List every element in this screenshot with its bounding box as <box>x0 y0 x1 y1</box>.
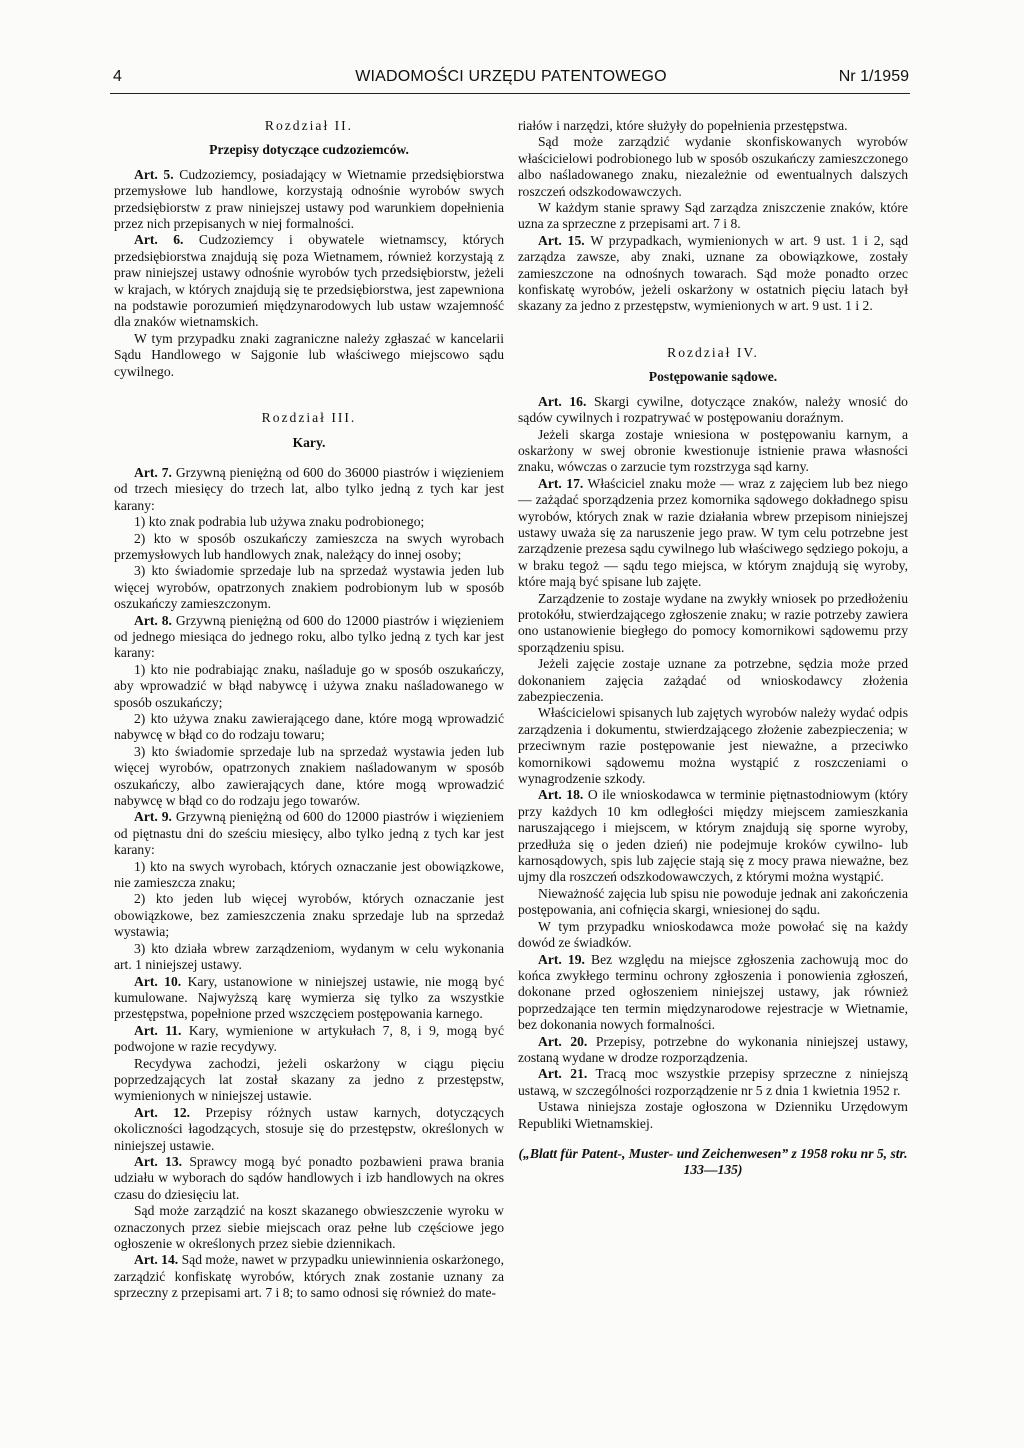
article-9-item-2: 2) kto jeden lub więcej wyrobów, których oznaczanie jest obowiązkowe, bez zamieszczenia znaku sprzedaje lub na sprzedaż wystawia; <box>114 891 504 940</box>
article-label: Art. 14. <box>134 1252 179 1268</box>
page-number: 4 <box>113 68 122 85</box>
article-20 <box>518 1034 908 1067</box>
article-text: O ile wnioskodawca w terminie piętnastodniowym (który przy każdych 10 km odległości między miejscem zamieszkania naruszającego i miejscem, w którym znajdują się sporne wyroby, przedłuża się o jeden dzień) nie podejmuje kroków cywilno- lub karnosądowych, spis lub zajęcie stają się z mocy prawa nieważne, bez ujmy dla roszczeń odszkodowawczych, z którymi można wystąpić. <box>518 787 908 885</box>
article-18-paragraph-2: Nieważność zajęcia lub spisu nie powoduje jednak ani zakończenia postępowania, ani cofnięcia skargi, wniesionej do sądu. <box>518 885 908 918</box>
article-6 <box>114 232 504 330</box>
article-9-item-3: 3) kto działa wbrew zarządzeniom, wydanym w celu wykonania art. 1 niniejszej ustawy. <box>114 940 504 973</box>
article-text: Grzywną pieniężną od 600 do 12000 piastrów i więzieniem od piętnastu dni do sześciu miesięcy, albo tylko jedną z tych kar jest karany: <box>114 809 504 858</box>
article-17-paragraph-2: Zarządzenie to zostaje wydane na zwykły wniosek po przedłożeniu protokółu, stwierdzającego zgłoszenie znaku; w razie potrzeby zawiera ono ustanowienie biegłego do pomocy komornikowi sądowemu przy sporządzeniu spisu. <box>518 590 908 655</box>
article-7 <box>114 465 504 514</box>
article-label: Art. 17. <box>538 475 584 491</box>
article-7-item-1: 1) kto znak podrabia lub używa znaku podrobionego; <box>134 514 425 530</box>
article-label: Art. 5. <box>134 166 174 182</box>
confiscation-paragraph: Sąd może zarządzić wydanie skonfiskowanych wyrobów właścicielowi podrobionego lub w sposób oszukańczy zamieszczonego albo naśladowanego znaku, niezależnie od ewentualnych dalszych roszczeń odszkodowawczych. <box>518 134 908 199</box>
article-14 <box>114 1252 504 1301</box>
article-16-paragraph: Jeżeli skarga zostaje wniesiona w postępowaniu karnym, a oskarżony w swej obronie kwestionuje istnienie prawa własności znaku, wówczas o zarzucie tym rozstrzyga sąd karny. <box>518 426 908 475</box>
article-13 <box>114 1154 504 1203</box>
article-text: Grzywną pieniężną od 600 do 12000 piastrów i więzieniem od jednego miesiąca do jednego roku, albo tylko jedną z tych kar jest karany: <box>114 612 504 661</box>
article-19 <box>518 952 908 1034</box>
article-15 <box>518 233 908 315</box>
article-9-item-1: 1) kto na swych wyrobach, których oznaczanie jest obowiązkowe, nie zamieszcza znaku; <box>114 858 504 891</box>
article-label: Art. 18. <box>538 787 584 803</box>
article-label: Art. 16. <box>538 393 587 409</box>
article-21 <box>518 1066 908 1099</box>
journal-title: WIADOMOŚCI URZĘDU PATENTOWEGO <box>355 68 667 85</box>
article-text: Przepisy, potrzebne do wykonania niniejszej ustawy, zostaną wydane w drodze rozporządzenia. <box>518 1033 908 1065</box>
source-citation: („Blatt für Patent-, Muster- und Zeichenwesen” z 1958 roku nr 5, str. 133—135) <box>518 1145 908 1178</box>
chapter-3-title: Rozdział III. <box>261 410 357 426</box>
article-6-paragraph: W tym przypadku znaki zagraniczne należy zgłaszać w kancelarii Sądu Handlowego w Sajgonie lub właściwego miejscowo sądu cywilnego. <box>114 330 504 379</box>
article-17-paragraph-3: Jeżeli zajęcie zostaje uznane za potrzebne, sędzia może przed dokonaniem zajęcia zażądać od wnioskodawcy złożenia zabezpieczenia. <box>518 656 908 704</box>
article-text: Sąd może, nawet w przypadku uniewinnienia oskarżonego, zarządzić konfiskatę wyrobów, których znak zostanie uznany za sprzeczny z przepisami art. 7 i 8; to samo odnosi się również do mate- <box>114 1252 505 1301</box>
article-7-item-3: 3) kto świadomie sprzedaje lub na sprzedaż wystawia jeden lub więcej wyrobów, opatrzonych znakiem podrobionym lub w sposób oszukańczy zamieszczonym. <box>114 563 504 612</box>
article-label: Art. 15. <box>538 232 585 248</box>
article-13-paragraph: Sąd może zarządzić na koszt skazanego obwieszczenie wyroku w oznaczonych przez siebie miejscach oraz pełne lub częściowe jego ogłoszenie w określonych przez siebie dziennikach. <box>114 1203 504 1251</box>
article-label: Art. 9. <box>134 809 172 825</box>
issue-number: Nr 1/1959 <box>838 68 909 85</box>
article-label: Art. 11. <box>134 1022 182 1038</box>
chapter-2-title: Rozdział II. <box>264 118 354 133</box>
article-17 <box>518 476 908 591</box>
article-16 <box>518 394 908 427</box>
article-text: Właściciel znaku może — wraz z zajęciem lub bez niego — zażądać sporządzenia przez komornika sądowego dokładnego spisu wyrobów, których znak w razie działania wbrew przepisom niniejszej ustawy uważa się za naruszenie jego praw. W tym celu potrzebne jest zarządzenie prezesa sądu cywilnego lub właściwego sędziego pokoju, a w braku tegoż — sądu tego miejsca, w którym znajdują się wyroby, które mają być spisane lub zajęte. <box>518 475 908 590</box>
destruction-paragraph: W każdym stanie sprawy Sąd zarządza zniszczenie znaków, które uzna za sprzeczne z przepisami art. 7 i 8. <box>518 200 908 232</box>
article-text: Bez względu na miejsce zgłoszenia zachowują moc do końca zwykłego terminu ochrony zgłoszenia i ponowienia zgłoszeń, dokonane przed ogłoszeniem niniejszej ustawy, jak również poprzedzające ten termin międzynarodowe rejestracje w Wietnamie, bez dokonania nowych formalności. <box>518 951 908 1033</box>
article-text: Tracą moc wszystkie przepisy sprzeczne z niniejszą ustawą, w szczególności rozporządzenie nr 5 z dnia 1 kwietnia 1952 r. <box>518 1066 909 1098</box>
article-text: W przypadkach, wymienionych w art. 9 ust. 1 i 2, sąd zarządza zawsze, aby znaki, uznane za obowiązkowe, zostały zamieszczone na odnośnych towarach. Sąd może ponadto orzec konfiskatę wyrobów, jeżeli oskarżony w ostatnich pięciu latach był skazany za jedno z przestępstw, wymienionych w art. 9 ust. 1 i 2. <box>518 232 908 314</box>
article-label: Art. 21. <box>538 1066 588 1082</box>
article-17-paragraph-4: Właścicielowi spisanych lub zajętych wyrobów należy wydać odpis zarządzenia i dokumentu, stwierdzającego złożenie zabezpieczenia; w przeciwnym razie postępowanie jest nieważne, a przeciwko komornikowi sądowemu można wystąpić z roszczeniami o wynagrodzenie szkody. <box>518 705 908 787</box>
article-18 <box>518 787 908 885</box>
article-18-paragraph-3: W tym przypadku wnioskodawca może powołać się na każdy dowód ze świadków. <box>518 918 908 951</box>
article-10 <box>114 974 504 1023</box>
article-11 <box>114 1023 504 1056</box>
article-7-item-2: 2) kto w sposób oszukańczy zamieszcza na swych wyrobach przemysłowych lub handlowych znak, należący do innej osoby; <box>114 530 504 562</box>
article-text: Cudzoziemcy i obywatele wietnamscy, których przedsiębiorstwa znajdują się poza Wietnamem, również korzystają z praw niniejszej ustawy odnośnie wyrobów tych przedsiębiorstw, jeżeli w krajach, w których znajdują się te przedsiębiorstwa, jest zapewniona na podstawie porozumień międzynarodowych lub ustaw wzajemność dla znaków wietnamskich. <box>114 232 504 330</box>
article-12 <box>114 1105 504 1154</box>
article-text: Cudzoziemcy, posiadający w Wietnamie przedsiębiorstwa przemysłowe lub handlowe, korzystają odnośnie wyrobów swych przedsiębiorstw z praw niniejszej ustawy pod warunkiem dopełnienia przez nich przepisanych w niej formalności. <box>114 166 504 232</box>
article-9 <box>114 809 504 858</box>
article-8-item-2: 2) kto używa znaku zawierającego dane, które mogą wprowadzić nabywcę w błąd co do rodzaju towaru; <box>114 711 504 743</box>
continued-paragraph: riałów i narzędzi, które służyły do popełnienia przestępstwa. <box>518 118 848 133</box>
article-8 <box>114 613 504 662</box>
article-label: Art. 10. <box>134 973 182 989</box>
article-label: Art. 6. <box>134 232 184 248</box>
article-8-item-1: 1) kto nie podrabiając znaku, naśladuje go w sposób oszukańczy, aby wprowadzić w błąd nabywcę i używa znaku naśladowanego w sposób oszukańczy; <box>114 661 504 710</box>
article-text: Skargi cywilne, dotyczące znaków, należy wnosić do sądów cywilnych i rozpatrywać w postępowaniu doraźnym. <box>518 393 908 426</box>
chapter-4-title: Rozdział IV. <box>667 344 759 360</box>
page-header <box>113 68 909 90</box>
article-text: Kary, wymienione w artykułach 7, 8, i 9, mogą być podwojone w razie recydywy. <box>114 1022 504 1055</box>
article-text: Grzywną pieniężną od 600 do 36000 piastrów i więzieniem od trzech miesięcy do trzech lat, albo tylko jedną z tych kar jest karany: <box>114 464 504 513</box>
chapter-4-subtitle: Postępowanie sądowe. <box>648 369 778 385</box>
article-label: Art. 8. <box>134 612 172 628</box>
article-21-paragraph: Ustawa niniejsza zostaje ogłoszona w Dzienniku Urzędowym Republiki Wietnamskiej. <box>518 1099 908 1131</box>
article-5 <box>114 167 504 233</box>
article-8-item-3: 3) kto świadomie sprzedaje lub na sprzedaż wystawia jeden lub więcej wyrobów, opatrzonych znakiem naśladowanym w sposób oszukańczy, albo zawierających dane, które mogą wprowadzić nabywcę w błąd co do rodzaju jego towarów. <box>114 743 504 809</box>
article-label: Art. 12. <box>134 1104 191 1120</box>
header-rule <box>110 93 910 94</box>
article-11-paragraph: Recydywa zachodzi, jeżeli oskarżony w ciągu pięciu poprzedzających lat został skazany za jedno z przestępstw, wymienionych w niniejszej ustawie. <box>114 1055 504 1104</box>
chapter-2-subtitle: Przepisy dotyczące cudzoziemców. <box>209 142 409 158</box>
chapter-3-subtitle: Kary. <box>292 434 326 450</box>
left-column <box>114 118 504 1302</box>
article-label: Art. 19. <box>538 951 585 967</box>
article-label: Art. 13. <box>134 1153 183 1169</box>
article-label: Art. 20. <box>538 1033 588 1049</box>
article-text: Kary, ustanowione w niniejszej ustawie, nie mogą być kumulowane. Najwyższą karę wymierza się tylko za wszystkie przestępstwa, popełnione przed wszczęciem postępowania karnego. <box>114 973 504 1022</box>
right-column <box>518 118 908 1179</box>
article-text: Sprawcy mogą być ponadto pozbawieni prawa brania udziału w wyborach do sądów handlowych i izb handlowych na okres czasu do dziesięciu lat. <box>114 1153 504 1202</box>
article-label: Art. 7. <box>134 464 172 480</box>
article-text: Przepisy różnych ustaw karnych, dotyczących okoliczności łagodzących, stosuje się do przestępstw, określonych w niniejszej ustawie. <box>114 1104 505 1153</box>
